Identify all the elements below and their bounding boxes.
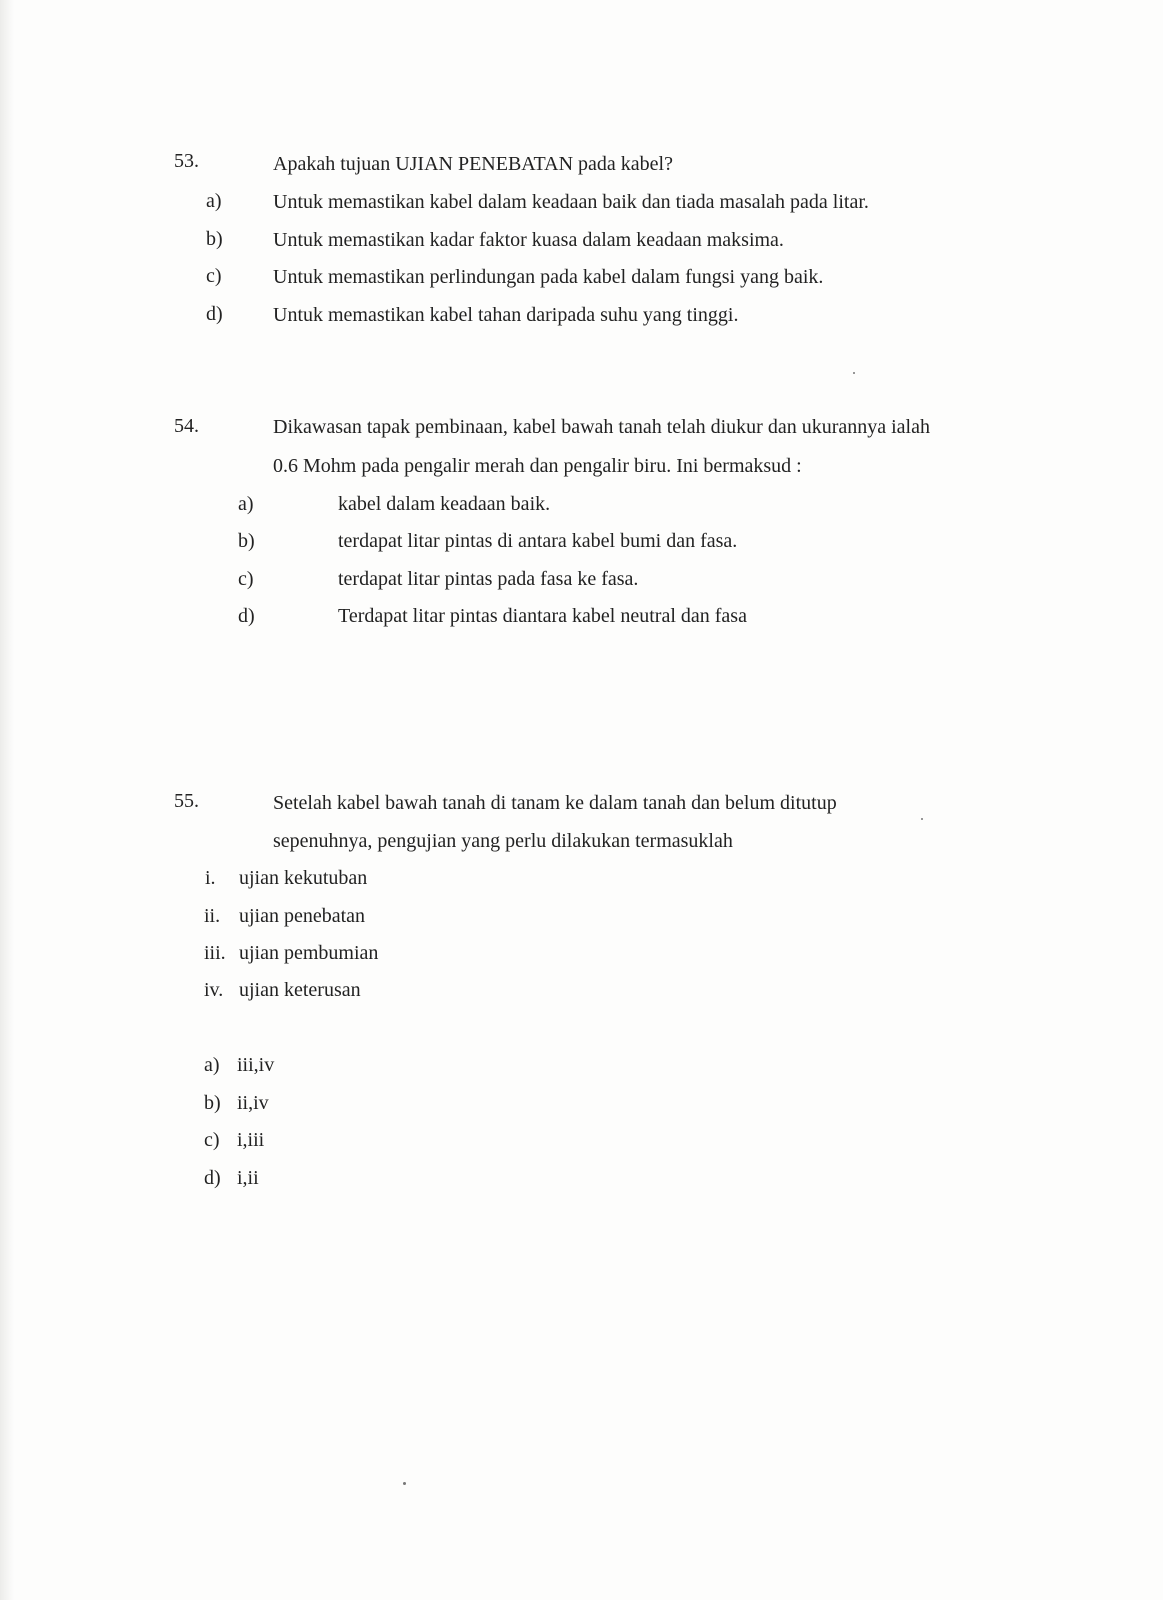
option-text: Untuk memastikan kabel dalam keadaan baik dan tiada masalah pada litar. — [273, 191, 869, 213]
option-label: d) — [238, 605, 255, 627]
statement-label: iii. — [204, 942, 226, 964]
option-label: b) — [204, 1092, 221, 1114]
question-stem: sepenuhnya, pengujian yang perlu dilakukan termasuklah — [273, 830, 733, 852]
scan-speck — [403, 1482, 406, 1485]
question-number: 54. — [174, 415, 199, 437]
option-text: i,iii — [237, 1129, 265, 1151]
option-text: terdapat litar pintas di antara kabel bumi dan fasa. — [338, 530, 738, 552]
statement-text: ujian penebatan — [239, 905, 366, 927]
statement-label: iv. — [204, 979, 224, 1001]
option-text: i,ii — [237, 1167, 259, 1189]
statement-text: ujian kekutuban — [239, 867, 368, 889]
question-stem: Apakah tujuan UJIAN PENEBATAN pada kabel? — [273, 153, 673, 175]
option-label: c) — [204, 1129, 220, 1151]
option-text: iii,iv — [237, 1054, 275, 1076]
question-stem: Dikawasan tapak pembinaan, kabel bawah tanah telah diukur dan ukurannya ialah — [273, 416, 930, 438]
option-text: terdapat litar pintas pada fasa ke fasa. — [338, 568, 639, 590]
option-text: Terdapat litar pintas diantara kabel neutral dan fasa — [338, 605, 747, 627]
scan-edge-shadow — [0, 0, 14, 1600]
option-label: d) — [204, 1167, 221, 1189]
scan-speck — [921, 818, 923, 820]
statement-label: i. — [205, 867, 216, 889]
option-label: a) — [238, 493, 254, 515]
option-text: Untuk memastikan kabel tahan daripada suhu yang tinggi. — [273, 304, 739, 326]
option-label: a) — [206, 190, 222, 212]
statement-text: ujian keterusan — [239, 979, 361, 1001]
statement-text: ujian pembumian — [239, 942, 379, 964]
question-stem: 0.6 Mohm pada pengalir merah dan pengalir biru. Ini bermaksud : — [273, 455, 802, 477]
option-label: b) — [206, 228, 223, 250]
option-text: ii,iv — [237, 1092, 269, 1114]
option-text: Untuk memastikan perlindungan pada kabel dalam fungsi yang baik. — [273, 266, 824, 288]
option-label: c) — [206, 265, 222, 287]
scan-speck — [853, 372, 855, 374]
question-number: 55. — [174, 790, 199, 812]
option-label: b) — [238, 530, 255, 552]
question-stem: Setelah kabel bawah tanah di tanam ke dalam tanah dan belum ditutup — [273, 792, 837, 814]
option-label: c) — [238, 568, 254, 590]
option-text: Untuk memastikan kadar faktor kuasa dalam keadaan maksima. — [273, 229, 784, 251]
statement-label: ii. — [204, 905, 221, 927]
option-label: d) — [206, 303, 223, 325]
option-label: a) — [204, 1054, 220, 1076]
question-number: 53. — [174, 150, 199, 172]
option-text: kabel dalam keadaan baik. — [338, 493, 551, 515]
